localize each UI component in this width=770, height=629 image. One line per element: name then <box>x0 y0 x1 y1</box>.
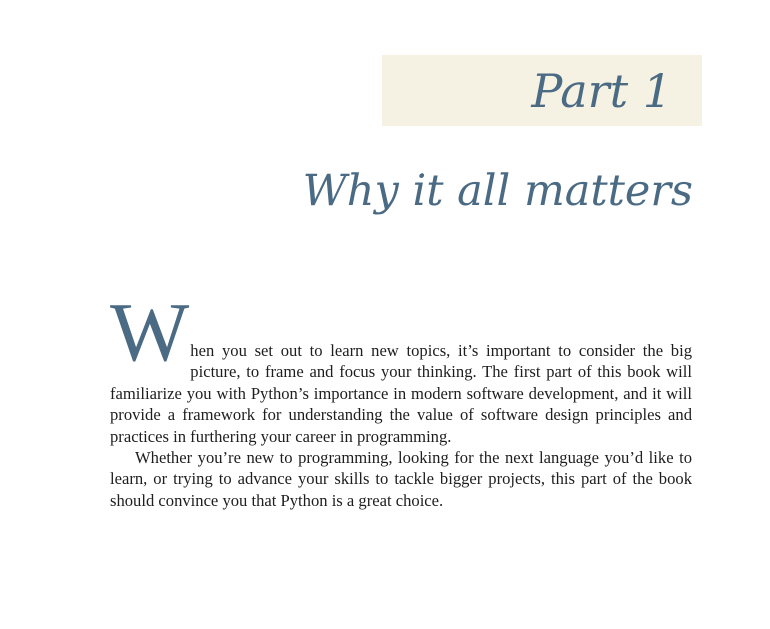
intro-paragraph-2: Whether you’re new to programming, looking for the next language you’d like to learn, or trying to advance your skills to tackle bigger projects, this part of the book should convince you that Python is a great choice. <box>110 448 692 510</box>
part-banner <box>382 55 702 126</box>
intro-text <box>110 286 692 511</box>
part-title: Why it all matters <box>302 166 693 216</box>
intro-paragraph-1 <box>110 286 692 447</box>
intro-paragraph-1-rest: picture, to frame and focus your thinking. The first part of this book will familiarize you with Python’s importance in modern software development, and it will provide a framework for understanding the value of software design principles and practices in furthering your career in programming. <box>110 362 692 446</box>
intro-first-line: hen you set out to learn new topics, it’s important to consider the big <box>190 341 692 360</box>
part-number: Part 1 <box>531 64 672 118</box>
drop-cap: W <box>110 286 190 379</box>
